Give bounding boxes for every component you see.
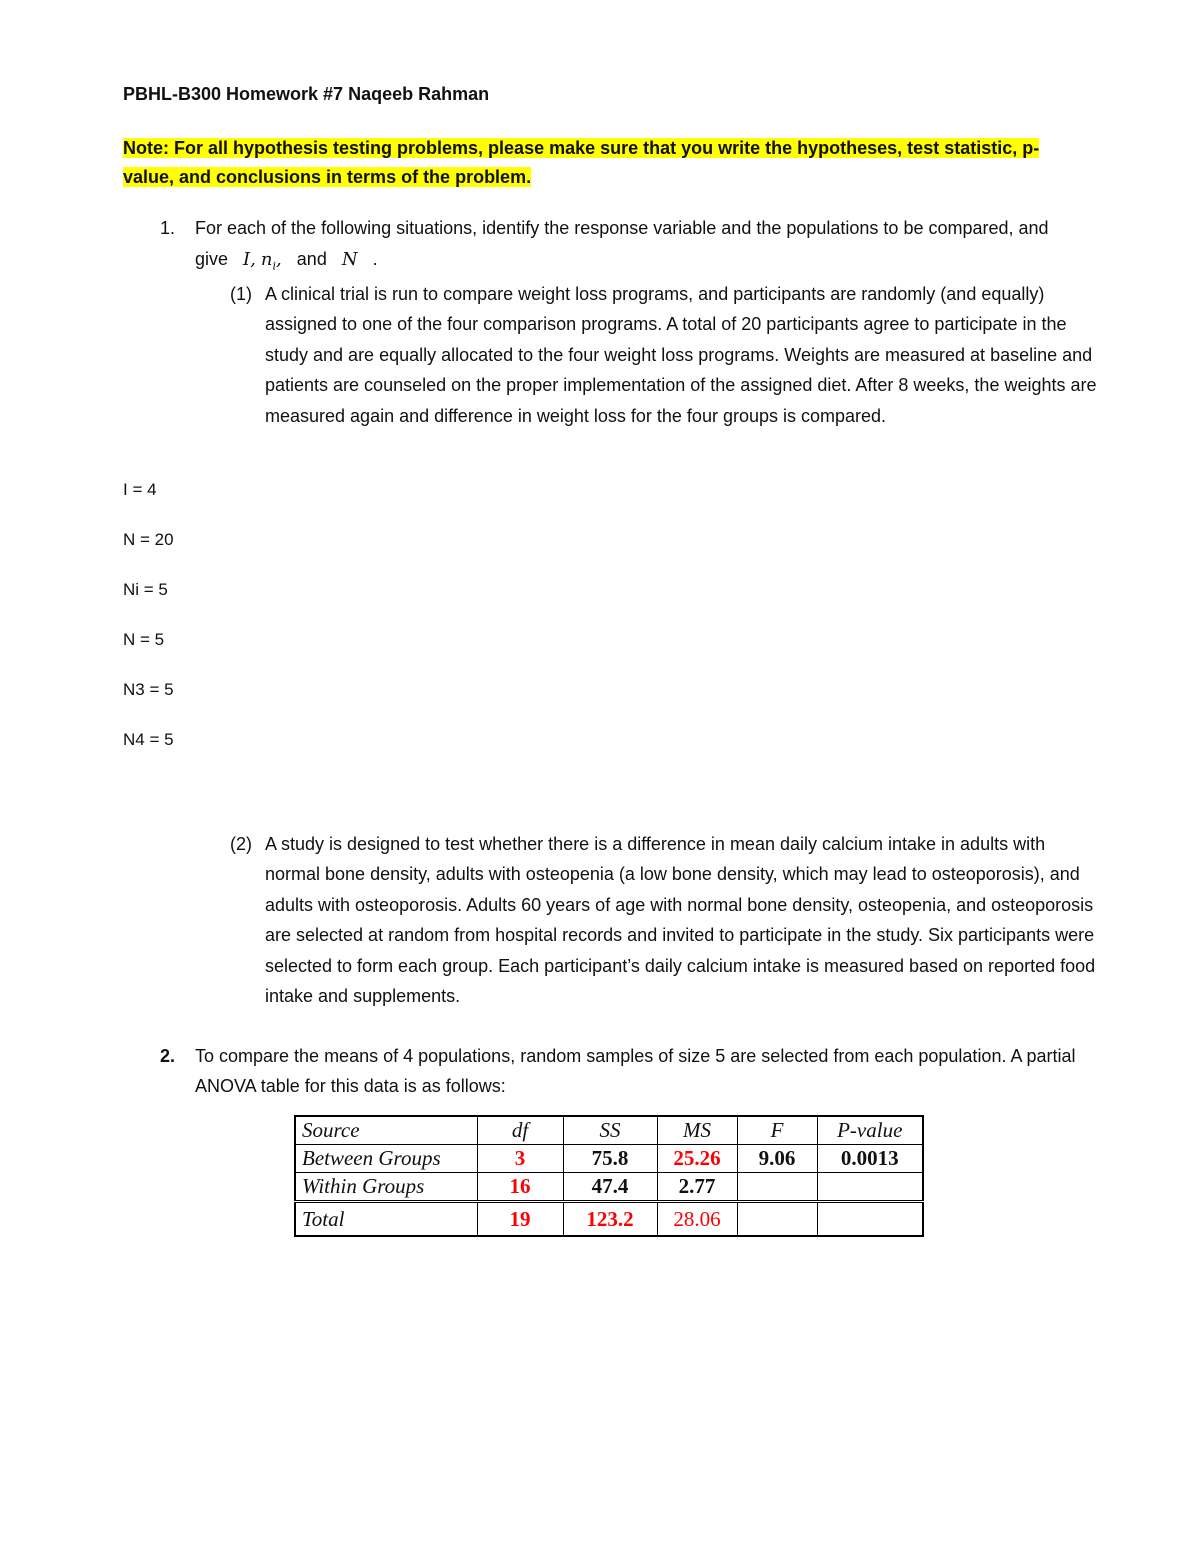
ms-cell: 25.26 — [657, 1145, 737, 1173]
answer-line: N = 20 — [123, 530, 174, 549]
answer-line: Ni = 5 — [123, 580, 168, 599]
pvalue-cell — [817, 1202, 923, 1237]
header-cell: df — [477, 1116, 563, 1145]
question-1-text: For each of the following situations, identify the response variable and the populations to be compared, and give — [195, 218, 1049, 269]
math-ni: n — [260, 249, 273, 270]
document-title: PBHL-B300 Homework #7 Naqeeb Rahman — [123, 84, 490, 104]
math-I: I — [243, 249, 251, 270]
math-comma-2: , — [276, 249, 282, 270]
df-cell: 19 — [477, 1202, 563, 1237]
note-highlight: Note: For all hypothesis testing problems, please make sure that you write the hypotheses, test statistic, p-value, and conclusions in terms of the problem. — [123, 138, 1040, 187]
ms-cell: 28.06 — [657, 1202, 737, 1237]
question-1-part-1 — [230, 279, 1100, 431]
ss-cell: 123.2 — [563, 1202, 657, 1237]
anova-table — [294, 1115, 924, 1237]
answer-line: N3 = 5 — [123, 680, 174, 699]
math-ni-subscript: i — [272, 259, 277, 273]
ss-cell: 75.8 — [563, 1145, 657, 1173]
header-cell: Source — [295, 1116, 477, 1145]
header-cell: P-value — [817, 1116, 923, 1145]
question-1-period: . — [372, 249, 378, 269]
f-cell — [737, 1202, 817, 1237]
answer-line: N = 5 — [123, 630, 165, 649]
anova-header-row — [295, 1116, 923, 1145]
header-cell: MS — [657, 1116, 737, 1145]
math-N: N — [341, 249, 358, 270]
ms-cell: 2.77 — [657, 1173, 737, 1202]
part-2-text: A study is designed to test whether there is a difference in mean daily calcium intake in adults with normal bone density, adults with osteopenia (a low bone density, which may lead to osteoporosis), and adults with osteoporosis. Adults 60 years of age with normal bone density, osteopenia, and osteoporosis are selected at random from hospital records and invited to participate in the study. Six participants were selected to form each group. Each participant’s daily calcium intake is measured based on reported food intake and supplements. — [265, 834, 1096, 1007]
header-cell: SS — [563, 1116, 657, 1145]
pvalue-cell — [817, 1173, 923, 1202]
question-1 — [160, 213, 1060, 282]
f-cell: 9.06 — [737, 1145, 817, 1173]
ss-cell: 47.4 — [563, 1173, 657, 1202]
anova-row-between — [295, 1145, 923, 1173]
question-2-text: To compare the means of 4 populations, random samples of size 5 are selected from each population. A partial ANOVA table for this data is as follows: — [195, 1046, 1076, 1096]
source-cell: Total — [295, 1202, 477, 1237]
anova-row-total — [295, 1202, 923, 1237]
math-and: and — [296, 249, 327, 269]
answer-line: N4 = 5 — [123, 730, 174, 749]
df-cell: 16 — [477, 1173, 563, 1202]
question-1-number: 1. — [160, 218, 176, 238]
math-comma: , — [250, 249, 256, 270]
df-cell: 3 — [477, 1145, 563, 1173]
part-2-number: (2) — [230, 834, 252, 854]
source-cell: Within Groups — [295, 1173, 477, 1202]
part-1-number: (1) — [230, 284, 252, 304]
question-2 — [160, 1041, 1090, 1101]
header-cell: F — [737, 1116, 817, 1145]
part-1-text: A clinical trial is run to compare weight loss programs, and participants are randomly (and equally) assigned to one of the four comparison programs. A total of 20 participants agree to participate in the study and are equally allocated to the four weight loss programs. Weights are measured at baseline and patients are counseled on the proper implementation of the assigned diet. After 8 weeks, the weights are measured again and difference in weight loss for the four groups is compared. — [265, 284, 1097, 426]
answer-line: I = 4 — [123, 480, 157, 499]
pvalue-cell: 0.0013 — [817, 1145, 923, 1173]
instruction-note — [123, 134, 1083, 192]
question-1-part-2 — [230, 829, 1100, 1011]
question-2-number: 2. — [160, 1046, 176, 1066]
anova-row-within — [295, 1173, 923, 1202]
source-cell: Between Groups — [295, 1145, 477, 1173]
f-cell — [737, 1173, 817, 1202]
